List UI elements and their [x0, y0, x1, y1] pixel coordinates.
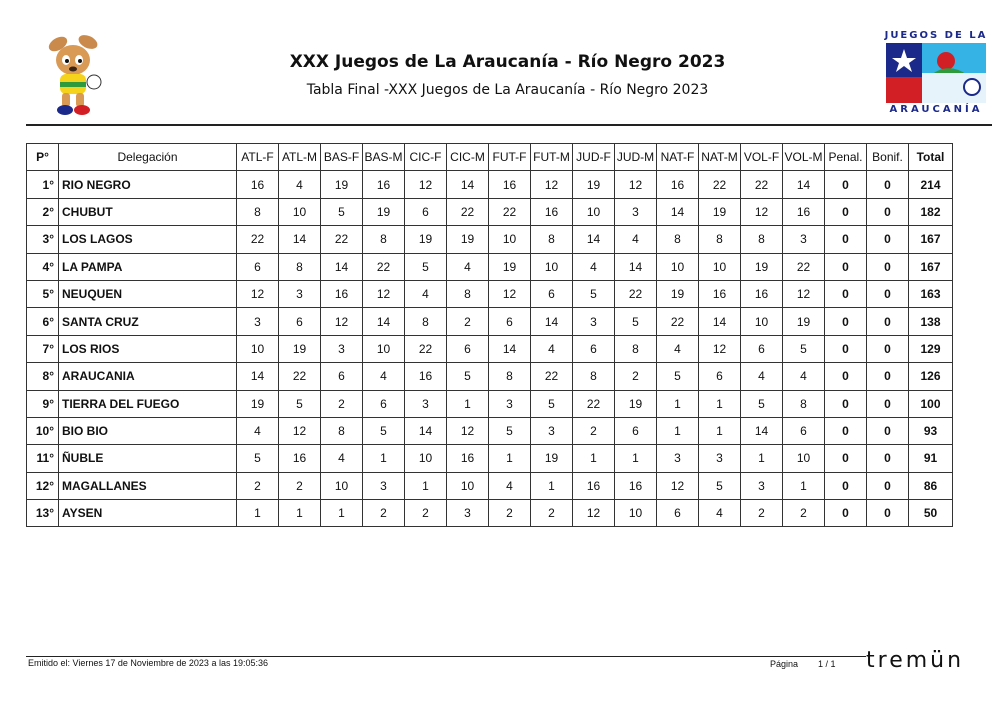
penalty-cell: 0: [825, 280, 867, 307]
table-cell: 8: [783, 390, 825, 417]
total-cell: 91: [909, 445, 953, 472]
table-cell: 10: [657, 253, 699, 280]
table-cell: 19: [657, 280, 699, 307]
table-cell: 5: [741, 390, 783, 417]
column-header: FUT-M: [531, 144, 573, 171]
table-cell: 6: [657, 500, 699, 527]
table-cell: 22: [447, 198, 489, 225]
table-cell: 19: [699, 198, 741, 225]
table-cell: 12: [531, 171, 573, 198]
column-header: VOL-F: [741, 144, 783, 171]
penalty-cell: 0: [825, 445, 867, 472]
table-cell: 22: [279, 363, 321, 390]
table-cell: 10: [741, 308, 783, 335]
table-cell: 4: [447, 253, 489, 280]
column-header: VOL-M: [783, 144, 825, 171]
table-cell: 8: [615, 335, 657, 362]
delegation-cell: SANTA CRUZ: [59, 308, 237, 335]
table-cell: 14: [573, 226, 615, 253]
bonus-cell: 0: [867, 445, 909, 472]
bonus-cell: 0: [867, 198, 909, 225]
table-cell: 3: [573, 308, 615, 335]
table-cell: 2: [573, 417, 615, 444]
table-cell: 5: [447, 363, 489, 390]
table-cell: 3: [405, 390, 447, 417]
bonus-cell: 0: [867, 335, 909, 362]
table-cell: 6: [279, 308, 321, 335]
position-cell: 3°: [27, 226, 59, 253]
table-cell: 8: [657, 226, 699, 253]
total-cell: 214: [909, 171, 953, 198]
table-cell: 3: [447, 500, 489, 527]
table-cell: 10: [279, 198, 321, 225]
table-cell: 12: [405, 171, 447, 198]
table-cell: 4: [363, 363, 405, 390]
table-cell: 3: [531, 417, 573, 444]
table-cell: 19: [363, 198, 405, 225]
table-cell: 1: [699, 417, 741, 444]
logo-text-bottom: ARAUCANÍA: [889, 104, 983, 115]
table-cell: 1: [573, 445, 615, 472]
table-cell: 14: [783, 171, 825, 198]
table-cell: 16: [447, 445, 489, 472]
table-cell: 14: [321, 253, 363, 280]
page-number: 1 / 1: [818, 659, 836, 669]
delegation-cell: ÑUBLE: [59, 445, 237, 472]
table-cell: 1: [741, 445, 783, 472]
table-row: [27, 363, 953, 390]
table-row: [27, 308, 953, 335]
penalty-cell: 0: [825, 472, 867, 499]
table-row: [27, 335, 953, 362]
table-cell: 22: [741, 171, 783, 198]
table-cell: 2: [741, 500, 783, 527]
table-cell: 16: [741, 280, 783, 307]
delegation-cell: ARAUCANIA: [59, 363, 237, 390]
column-header: BAS-M: [363, 144, 405, 171]
table-cell: 10: [531, 253, 573, 280]
table-cell: 3: [615, 198, 657, 225]
delegation-cell: NEUQUEN: [59, 280, 237, 307]
page-subtitle: Tabla Final -XXX Juegos de La Araucanía - Río Negro 2023: [306, 82, 709, 98]
table-cell: 10: [447, 472, 489, 499]
total-cell: 182: [909, 198, 953, 225]
table-cell: 8: [279, 253, 321, 280]
column-header: NAT-M: [699, 144, 741, 171]
delegation-cell: MAGALLANES: [59, 472, 237, 499]
penalty-cell: 0: [825, 198, 867, 225]
table-cell: 6: [321, 363, 363, 390]
table-cell: 19: [489, 253, 531, 280]
penalty-cell: 0: [825, 171, 867, 198]
total-cell: 129: [909, 335, 953, 362]
juegos-araucania-logo: [882, 30, 990, 116]
table-cell: 2: [363, 500, 405, 527]
column-header: NAT-F: [657, 144, 699, 171]
table-cell: 2: [531, 500, 573, 527]
bonus-cell: 0: [867, 253, 909, 280]
table-cell: 3: [279, 280, 321, 307]
column-header: CIC-M: [447, 144, 489, 171]
table-cell: 16: [237, 171, 279, 198]
penalty-cell: 0: [825, 253, 867, 280]
table-cell: 14: [447, 171, 489, 198]
table-cell: 14: [489, 335, 531, 362]
table-cell: 12: [573, 500, 615, 527]
position-cell: 12°: [27, 472, 59, 499]
table-cell: 1: [447, 390, 489, 417]
position-cell: 11°: [27, 445, 59, 472]
table-cell: 4: [573, 253, 615, 280]
table-cell: 5: [657, 363, 699, 390]
penalty-cell: 0: [825, 226, 867, 253]
table-cell: 8: [573, 363, 615, 390]
table-header-row: [27, 144, 953, 171]
table-cell: 6: [573, 335, 615, 362]
penalty-cell: 0: [825, 335, 867, 362]
table-cell: 14: [405, 417, 447, 444]
penalty-cell: 0: [825, 363, 867, 390]
penalty-cell: 0: [825, 417, 867, 444]
table-cell: 14: [531, 308, 573, 335]
table-row: [27, 417, 953, 444]
table-row: [27, 500, 953, 527]
table-cell: 1: [783, 472, 825, 499]
table-cell: 8: [363, 226, 405, 253]
results-table: [26, 143, 953, 527]
delegation-cell: TIERRA DEL FUEGO: [59, 390, 237, 417]
bonus-cell: 0: [867, 417, 909, 444]
table-cell: 19: [615, 390, 657, 417]
table-cell: 4: [699, 500, 741, 527]
table-row: [27, 226, 953, 253]
table-cell: 1: [489, 445, 531, 472]
table-cell: 16: [615, 472, 657, 499]
table-cell: 3: [237, 308, 279, 335]
logo-icon: [886, 43, 986, 103]
table-cell: 22: [531, 363, 573, 390]
table-cell: 5: [363, 417, 405, 444]
table-cell: 19: [741, 253, 783, 280]
table-cell: 5: [615, 308, 657, 335]
column-header: FUT-F: [489, 144, 531, 171]
table-cell: 1: [699, 390, 741, 417]
total-cell: 138: [909, 308, 953, 335]
table-cell: 12: [489, 280, 531, 307]
table-cell: 5: [321, 198, 363, 225]
position-cell: 10°: [27, 417, 59, 444]
table-cell: 2: [237, 472, 279, 499]
bonus-cell: 0: [867, 308, 909, 335]
column-header: BAS-F: [321, 144, 363, 171]
table-cell: 16: [489, 171, 531, 198]
table-cell: 3: [699, 445, 741, 472]
total-cell: 50: [909, 500, 953, 527]
delegation-cell: LOS LAGOS: [59, 226, 237, 253]
position-cell: 9°: [27, 390, 59, 417]
column-header: Bonif.: [867, 144, 909, 171]
position-cell: 4°: [27, 253, 59, 280]
header-divider: [26, 124, 992, 126]
table-cell: 16: [657, 171, 699, 198]
table-cell: 12: [279, 417, 321, 444]
table-cell: 1: [363, 445, 405, 472]
table-cell: 22: [699, 171, 741, 198]
table-cell: 3: [489, 390, 531, 417]
table-cell: 4: [279, 171, 321, 198]
table-cell: 19: [405, 226, 447, 253]
table-cell: 19: [321, 171, 363, 198]
table-cell: 2: [321, 390, 363, 417]
table-cell: 3: [321, 335, 363, 362]
table-cell: 1: [531, 472, 573, 499]
table-cell: 5: [573, 280, 615, 307]
penalty-cell: 0: [825, 390, 867, 417]
column-header: P°: [27, 144, 59, 171]
column-header: Delegación: [59, 144, 237, 171]
table-cell: 4: [237, 417, 279, 444]
logo-text-top: JUEGOS DE LA: [884, 30, 988, 41]
column-header: ATL-F: [237, 144, 279, 171]
table-cell: 10: [237, 335, 279, 362]
table-cell: 14: [657, 198, 699, 225]
table-cell: 6: [615, 417, 657, 444]
column-header: ATL-M: [279, 144, 321, 171]
table-cell: 8: [447, 280, 489, 307]
table-cell: 8: [699, 226, 741, 253]
table-cell: 5: [531, 390, 573, 417]
table-cell: 12: [447, 417, 489, 444]
table-cell: 16: [279, 445, 321, 472]
table-cell: 12: [363, 280, 405, 307]
table-cell: 8: [531, 226, 573, 253]
tremun-brand-logo: tremün: [866, 648, 965, 673]
table-cell: 22: [573, 390, 615, 417]
table-cell: 14: [615, 253, 657, 280]
table-cell: 10: [783, 445, 825, 472]
table-cell: 6: [531, 280, 573, 307]
table-cell: 12: [699, 335, 741, 362]
table-cell: 1: [405, 472, 447, 499]
table-cell: 12: [741, 198, 783, 225]
table-cell: 16: [699, 280, 741, 307]
table-cell: 12: [783, 280, 825, 307]
table-cell: 5: [699, 472, 741, 499]
table-cell: 10: [573, 198, 615, 225]
table-cell: 1: [615, 445, 657, 472]
table-cell: 5: [279, 390, 321, 417]
table-cell: 3: [363, 472, 405, 499]
table-cell: 19: [447, 226, 489, 253]
table-cell: 6: [363, 390, 405, 417]
table-cell: 16: [321, 280, 363, 307]
table-cell: 14: [363, 308, 405, 335]
column-header: JUD-F: [573, 144, 615, 171]
bonus-cell: 0: [867, 226, 909, 253]
table-cell: 10: [615, 500, 657, 527]
position-cell: 1°: [27, 171, 59, 198]
emitted-timestamp: Emitido el: Viernes 17 de Noviembre de 2023 a las 19:05:36: [28, 658, 268, 668]
total-cell: 167: [909, 226, 953, 253]
table-cell: 16: [783, 198, 825, 225]
table-cell: 19: [531, 445, 573, 472]
table-cell: 4: [741, 363, 783, 390]
table-cell: 4: [531, 335, 573, 362]
table-cell: 8: [237, 198, 279, 225]
table-cell: 6: [783, 417, 825, 444]
position-cell: 6°: [27, 308, 59, 335]
table-cell: 2: [489, 500, 531, 527]
table-cell: 22: [657, 308, 699, 335]
position-cell: 8°: [27, 363, 59, 390]
table-cell: 4: [321, 445, 363, 472]
table-cell: 1: [657, 417, 699, 444]
results-body: [27, 171, 953, 527]
table-row: [27, 390, 953, 417]
table-cell: 12: [657, 472, 699, 499]
table-cell: 14: [237, 363, 279, 390]
table-cell: 10: [699, 253, 741, 280]
column-header: JUD-M: [615, 144, 657, 171]
table-cell: 3: [657, 445, 699, 472]
column-header: Penal.: [825, 144, 867, 171]
table-cell: 10: [405, 445, 447, 472]
position-cell: 5°: [27, 280, 59, 307]
table-cell: 1: [657, 390, 699, 417]
table-row: [27, 171, 953, 198]
table-cell: 3: [741, 472, 783, 499]
table-cell: 2: [783, 500, 825, 527]
table-cell: 3: [783, 226, 825, 253]
bonus-cell: 0: [867, 363, 909, 390]
table-cell: 6: [699, 363, 741, 390]
bonus-cell: 0: [867, 500, 909, 527]
table-cell: 8: [741, 226, 783, 253]
table-cell: 16: [573, 472, 615, 499]
delegation-cell: AYSEN: [59, 500, 237, 527]
table-cell: 22: [363, 253, 405, 280]
table-cell: 4: [657, 335, 699, 362]
table-cell: 5: [783, 335, 825, 362]
table-row: [27, 445, 953, 472]
table-cell: 12: [237, 280, 279, 307]
delegation-cell: LA PAMPA: [59, 253, 237, 280]
table-cell: 1: [279, 500, 321, 527]
bonus-cell: 0: [867, 171, 909, 198]
total-cell: 163: [909, 280, 953, 307]
table-cell: 16: [363, 171, 405, 198]
total-cell: 167: [909, 253, 953, 280]
delegation-cell: CHUBUT: [59, 198, 237, 225]
table-cell: 4: [405, 280, 447, 307]
table-cell: 6: [447, 335, 489, 362]
total-cell: 126: [909, 363, 953, 390]
table-cell: 19: [237, 390, 279, 417]
table-cell: 12: [615, 171, 657, 198]
table-cell: 19: [573, 171, 615, 198]
page-title: XXX Juegos de La Araucanía - Río Negro 2023: [289, 52, 726, 72]
penalty-cell: 0: [825, 500, 867, 527]
table-row: [27, 198, 953, 225]
position-cell: 7°: [27, 335, 59, 362]
table-cell: 14: [741, 417, 783, 444]
table-cell: 2: [279, 472, 321, 499]
bonus-cell: 0: [867, 472, 909, 499]
total-cell: 86: [909, 472, 953, 499]
table-cell: 6: [741, 335, 783, 362]
table-cell: 6: [405, 198, 447, 225]
table-cell: 16: [531, 198, 573, 225]
table-cell: 4: [615, 226, 657, 253]
column-header-total: Total: [909, 144, 953, 171]
table-cell: 1: [237, 500, 279, 527]
table-cell: 8: [321, 417, 363, 444]
delegation-cell: BIO BIO: [59, 417, 237, 444]
position-cell: 2°: [27, 198, 59, 225]
position-cell: 13°: [27, 500, 59, 527]
table-cell: 22: [237, 226, 279, 253]
table-cell: 19: [783, 308, 825, 335]
table-row: [27, 253, 953, 280]
table-row: [27, 280, 953, 307]
table-cell: 14: [279, 226, 321, 253]
table-cell: 10: [321, 472, 363, 499]
table-cell: 6: [237, 253, 279, 280]
table-cell: 5: [237, 445, 279, 472]
table-cell: 22: [321, 226, 363, 253]
table-cell: 6: [489, 308, 531, 335]
table-cell: 4: [783, 363, 825, 390]
table-cell: 22: [489, 198, 531, 225]
mascot-icon: [36, 30, 124, 118]
delegation-cell: RIO NEGRO: [59, 171, 237, 198]
table-row: [27, 472, 953, 499]
total-cell: 93: [909, 417, 953, 444]
table-cell: 8: [405, 308, 447, 335]
table-cell: 22: [405, 335, 447, 362]
delegation-cell: LOS RIOS: [59, 335, 237, 362]
table-cell: 2: [405, 500, 447, 527]
bonus-cell: 0: [867, 390, 909, 417]
page-label: Página: [770, 659, 799, 669]
table-cell: 1: [321, 500, 363, 527]
table-cell: 22: [783, 253, 825, 280]
table-cell: 16: [405, 363, 447, 390]
table-cell: 8: [489, 363, 531, 390]
table-cell: 2: [447, 308, 489, 335]
footer-divider: [26, 656, 866, 657]
table-cell: 4: [489, 472, 531, 499]
table-cell: 12: [321, 308, 363, 335]
table-cell: 10: [363, 335, 405, 362]
table-cell: 2: [615, 363, 657, 390]
table-cell: 22: [615, 280, 657, 307]
bonus-cell: 0: [867, 280, 909, 307]
table-cell: 19: [279, 335, 321, 362]
column-header: CIC-F: [405, 144, 447, 171]
table-cell: 5: [405, 253, 447, 280]
table-cell: 10: [489, 226, 531, 253]
total-cell: 100: [909, 390, 953, 417]
table-cell: 14: [699, 308, 741, 335]
table-cell: 5: [489, 417, 531, 444]
penalty-cell: 0: [825, 308, 867, 335]
